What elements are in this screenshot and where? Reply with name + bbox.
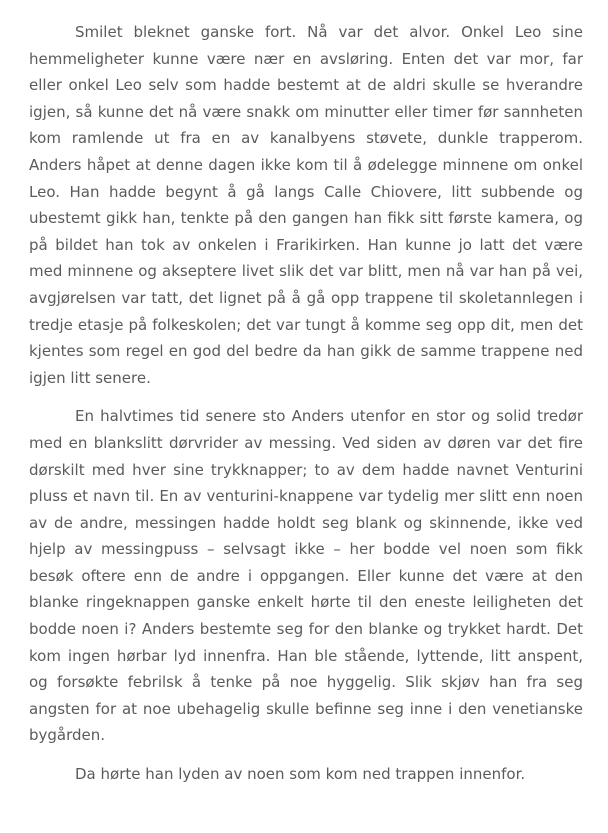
paragraph: Da hørte han lyden av noen som kom ned trappen innenfor. xyxy=(75,765,526,784)
document-body xyxy=(29,19,583,788)
paragraph: En halvtimes tid senere sto Anders utenfor en stor og solid tredør med en blankslitt dørvrider av messing. Ved siden av døren var det fire dørskilt med hver sine trykknapper; to av dem hadde navnet Venturini pluss et navn til. En av venturini-knappene var tydelig mer slitt enn noen av de andre, messingen hadde holdt seg blank og skinnende, ikke ved hjelp av messingpuss – selvsagt ikke – her bodde vel noen som fikk besøk oftere enn de andre i oppgangen. Eller kunne det være at den blanke ringeknappen ganske enkelt hørte til den eneste leiligheten det bodde noen i? Anders bestemte seg for den blanke og trykket hardt. Det kom ingen hørbar lyd innenfra. Han ble stående, lyttende, litt anspent, og forsøkte febrilsk å tenke på noe hyggelig. Slik skjøv han fra seg angsten for at noe ubehagelig skulle befinne seg inne i den venetianske bygården. xyxy=(29,407,583,745)
paragraph: Smilet bleknet ganske fort. Nå var det alvor. Onkel Leo sine hemmeligheter kunne være nær en avsløring. Enten det var mor, far eller onkel Leo selv som hadde bestemt at de aldri skulle se hverandre igjen, så kunne det nå være snakk om minutter eller timer før sannheten kom ramlende ut fra en av kanalbyens støvete, dunkle trapperom. Anders håpet at denne dagen ikke kom til å ødelegge minnene om onkel Leo. Han hadde begynt å gå langs Calle Chiovere, litt subbende og ubestemt gikk han, tenkte på den gangen han fikk sitt første kamera, og på bildet han tok av onkelen i Frarikirken. Han kunne jo latt det være med minnene og akseptere livet slik det var blitt, men nå var han på vei, avgjørelsen var tatt, det lignet på å gå opp trappene til skoletannlegen i tredje etasje på folkeskolen; det var tungt å komme seg opp dit, men det kjentes som regel en god del bedre da han gikk de samme trappene ned igjen litt senere. xyxy=(29,23,583,387)
